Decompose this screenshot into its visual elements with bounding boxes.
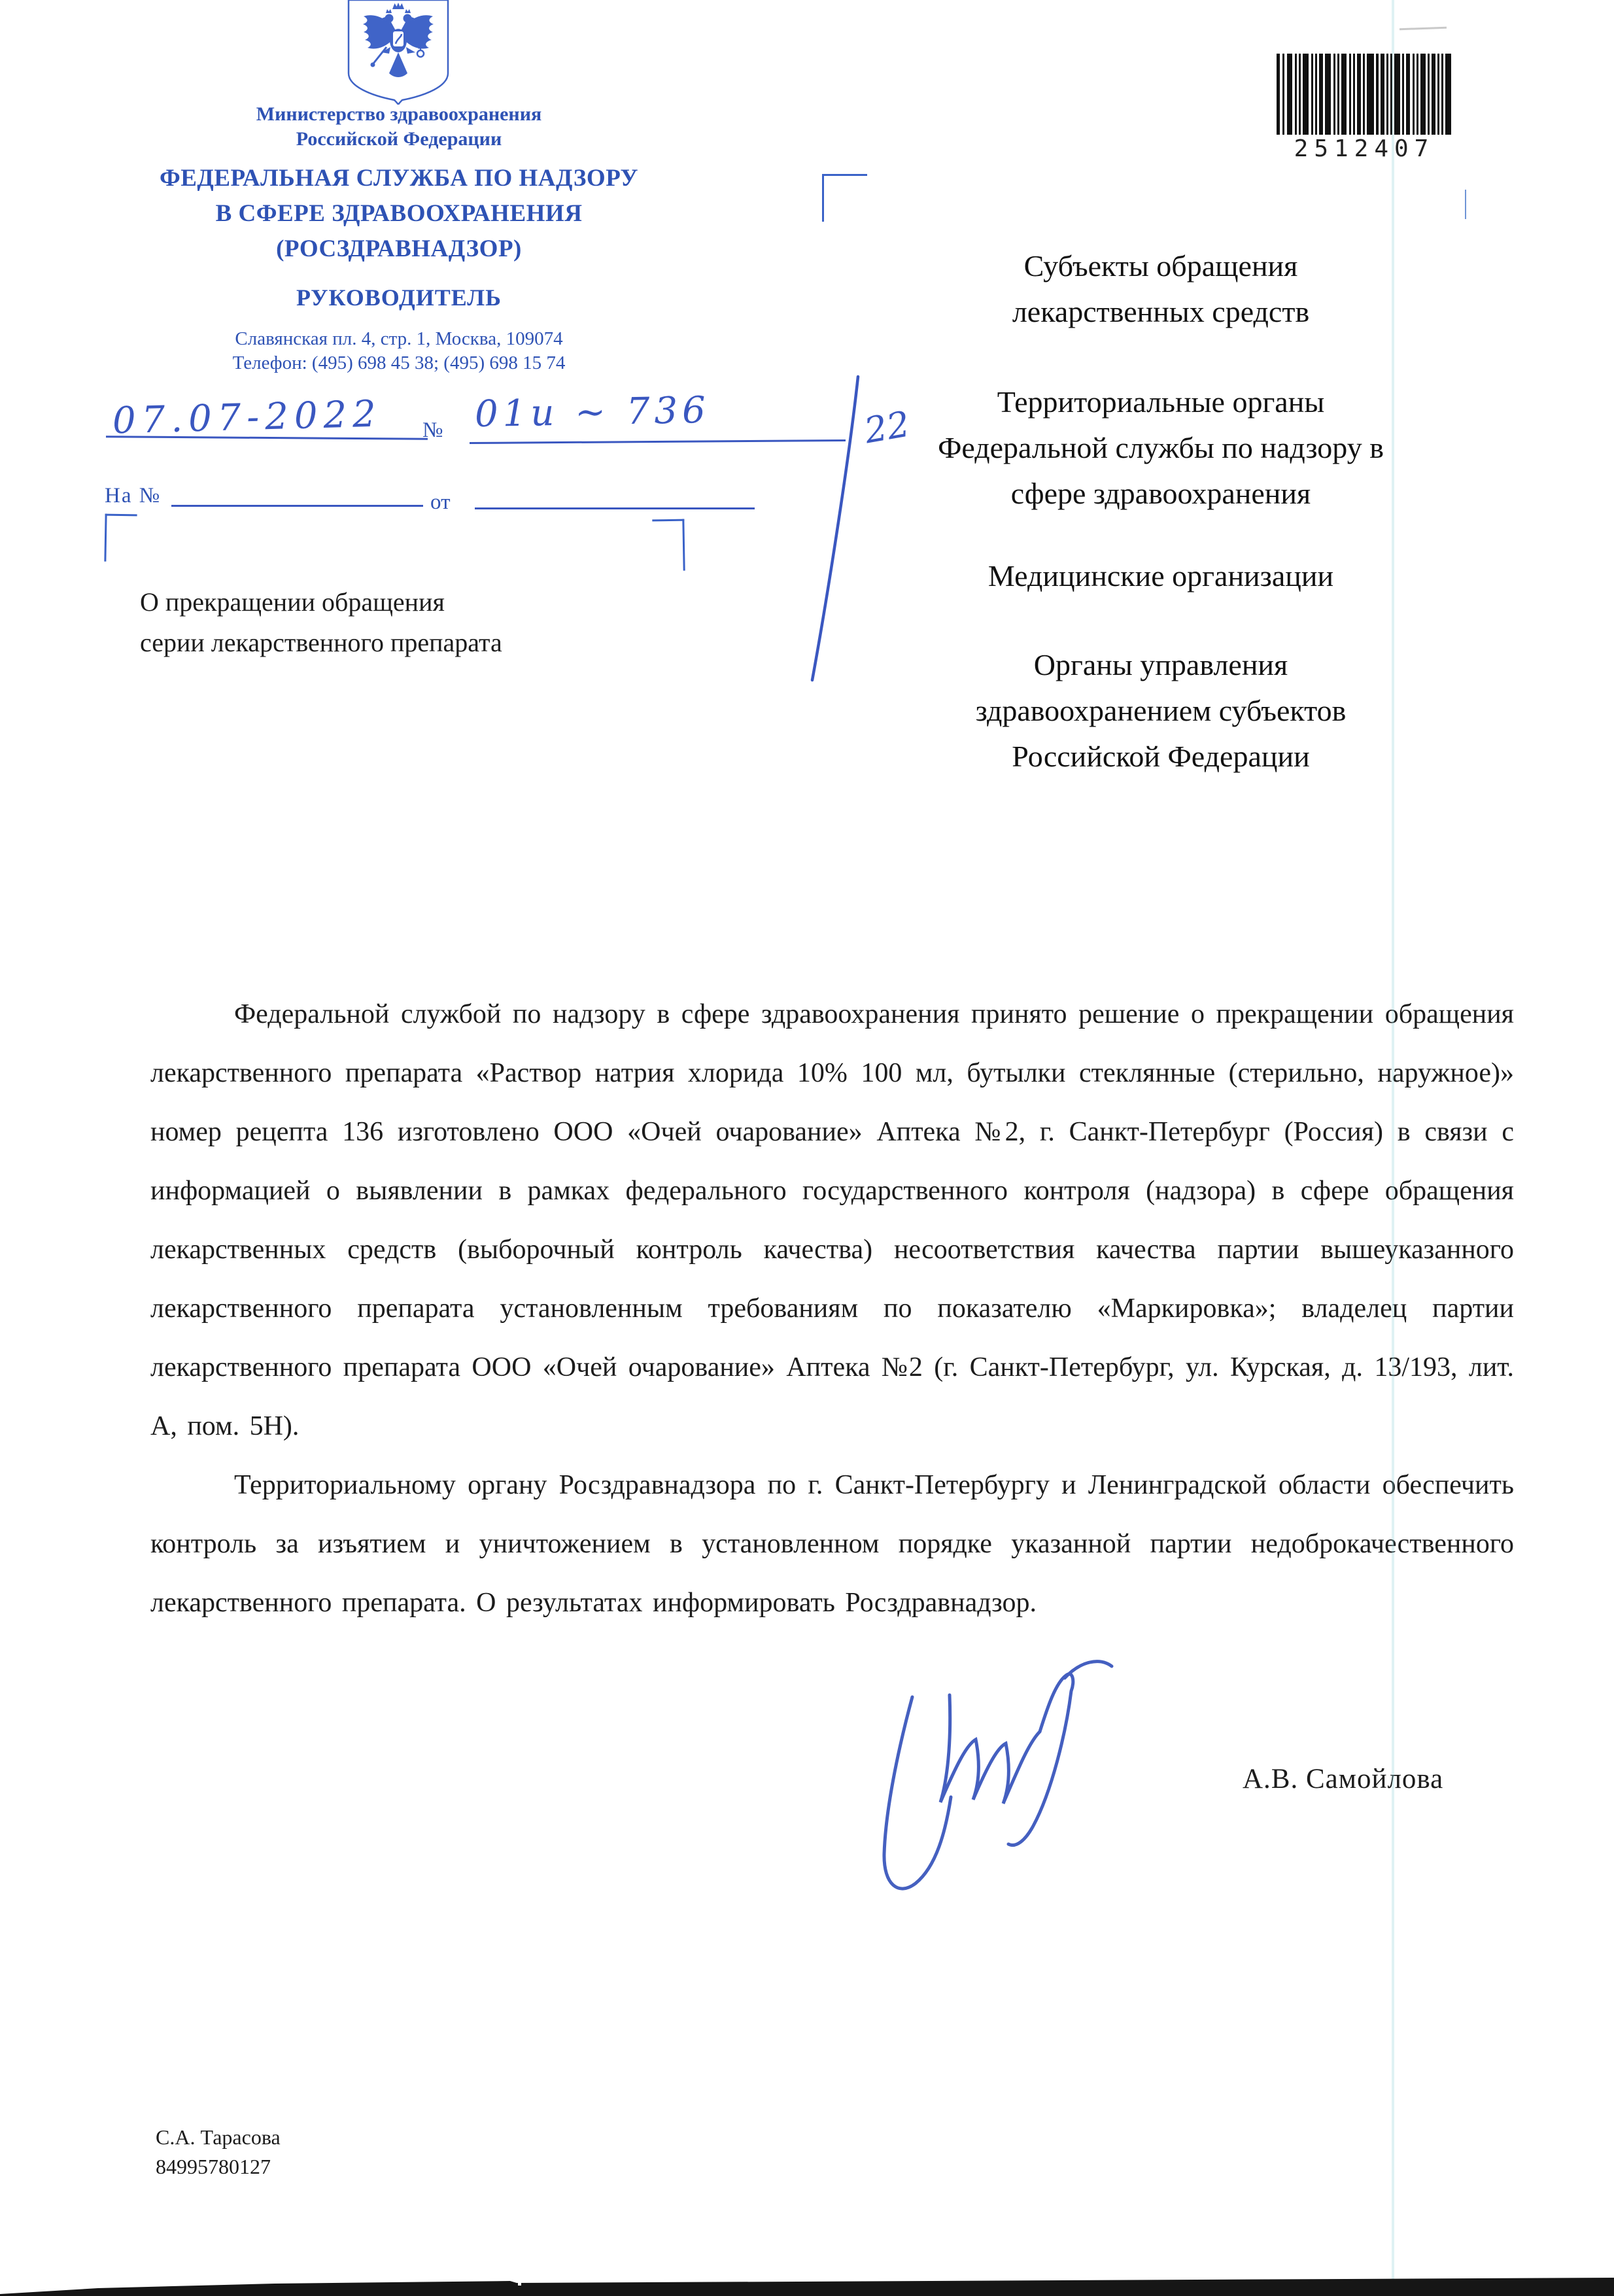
addressee-corner-bracket <box>822 174 867 222</box>
addressee-line: Российской Федерации <box>1012 740 1310 773</box>
ministry-name-line2: Российской Федерации <box>296 128 502 150</box>
body-paragraph-2: Территориальному органу Росздравнадзора по г. Санкт-Петербургу и Ленинградской области обеспечить контроль за изъятием и уничтожением в установленном порядке указанной партии недоброкачественного лекарственного препарата. О результатах информировать Росздравнадзор. <box>150 1470 1514 1618</box>
reply-date-underline <box>475 507 755 509</box>
letterhead-address: Славянская пл. 4, стр. 1, Москва, 109074 <box>235 328 563 349</box>
position-title: РУКОВОДИТЕЛЬ <box>296 284 502 311</box>
addressee-line: Органы управления <box>1033 648 1288 681</box>
barcode-number: 2512407 <box>1294 135 1435 162</box>
signer-name: А.В. Самойлова <box>1243 1764 1444 1794</box>
scan-artifact-dash <box>1399 27 1447 31</box>
addressee-line: Территориальные органы <box>997 385 1325 419</box>
addressee-line: лекарственных средств <box>1012 295 1310 328</box>
reply-number-label: На № <box>105 484 162 507</box>
service-name-line2: В СФЕРЕ ЗДРАВООХРАНЕНИЯ <box>215 200 583 227</box>
number-underline <box>470 439 846 444</box>
coat-of-arms-icon <box>345 0 451 105</box>
letter-body <box>150 985 1514 1632</box>
scan-artifact-bottom-band <box>0 2275 1614 2296</box>
subject-block <box>140 582 502 663</box>
subject-line2: серии лекарственного препарата <box>140 628 502 657</box>
addressee-line: сфере здравоохранения <box>1010 477 1311 510</box>
addressee-block-2 <box>837 379 1485 517</box>
letterhead-phone: Телефон: (495) 698 45 38; (495) 698 15 74 <box>232 352 566 373</box>
executor-block <box>156 2123 281 2182</box>
subject-line1: О прекращении обращения <box>140 587 445 617</box>
handwritten-signature <box>876 1654 1125 1910</box>
address-corner-bracket-left <box>104 514 137 562</box>
addressee-line: Субъекты обращения <box>1023 249 1298 283</box>
handwritten-number-suffix: 22 <box>861 403 913 452</box>
reply-number-underline <box>171 505 423 507</box>
addressee-line: Федеральной службы по надзору в <box>938 431 1384 464</box>
executor-name: С.А. Тарасова <box>156 2125 281 2149</box>
address-corner-bracket-right <box>652 519 685 572</box>
scan-artifact-tick <box>1465 190 1466 219</box>
service-name-line3: (РОСЗДРАВНАДЗОР) <box>276 235 522 262</box>
addressee-block-4 <box>837 642 1485 780</box>
service-name-line1: ФЕДЕРАЛЬНАЯ СЛУЖБА ПО НАДЗОРУ <box>159 165 639 192</box>
addressee-block-3 <box>837 553 1485 599</box>
executor-phone: 84995780127 <box>156 2155 271 2178</box>
ministry-name-line1: Министерство здравоохранения <box>256 103 542 125</box>
addressee-line: здравоохранением субъектов <box>975 694 1347 727</box>
handwritten-date: 07.07-2022 <box>112 392 383 443</box>
addressee-line: Медицинские организации <box>987 559 1334 592</box>
barcode <box>1277 54 1452 135</box>
body-paragraph-1: Федеральной службой по надзору в сфере здравоохранения принято решение о прекращении обращения лекарственного препарата «Раствор натрия хлорида 10% 100 мл, бутылки стеклянные (стерильно, наружное)» номер рецепта 136 изготовлено ООО «Очей очарование» Аптека №2, г. Санкт-Петербург (Россия) в связи с информацией о выявлении в рамках федерального государственного контроля (надзора) в сфере обращения лекарственных средств (выборочный контроль качества) несоответствия качества партии вышеуказанного лекарственного препарата установленным требованиям по показателю «Маркировка»; владелец партии лекарственного препарата ООО «Очей очарование» Аптека №2 (г. Санкт-Петербург, ул. Курская, д. 13/193, лит. А, пом. 5Н). <box>150 999 1514 1441</box>
scan-artifact-vertical-line <box>1392 0 1394 2282</box>
number-sign: № <box>422 419 443 442</box>
handwritten-outgoing-number: 01и ~ 736 <box>474 388 711 436</box>
reply-from-label: от <box>430 490 451 514</box>
letterhead <box>92 102 706 375</box>
addressee-block-1 <box>837 243 1485 335</box>
